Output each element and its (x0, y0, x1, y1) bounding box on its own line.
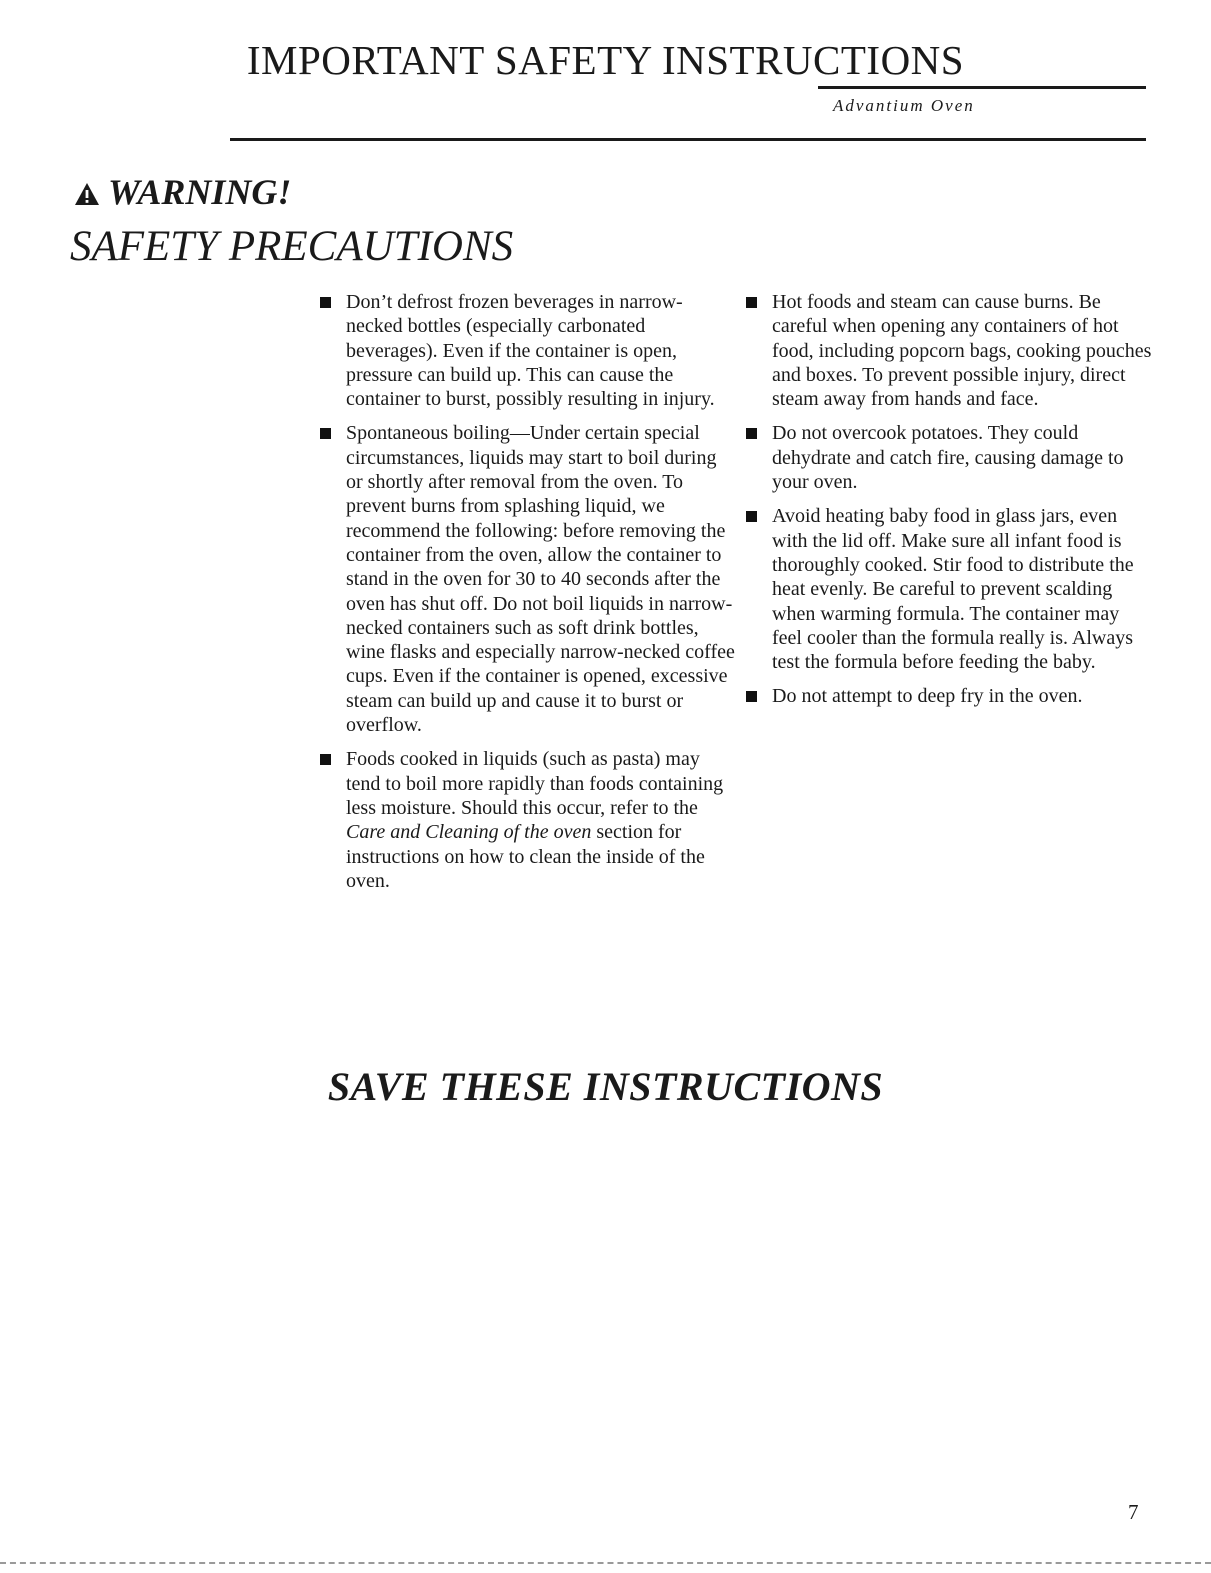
list-item (318, 421, 738, 737)
care-cleaning-reference: Care and Cleaning of the oven (346, 821, 592, 844)
warning-label: WARNING! (108, 172, 292, 212)
product-subtitle: Advantium Oven (833, 96, 975, 115)
header-divider (230, 138, 1146, 141)
page-edge-rule (0, 1562, 1211, 1564)
square-bullet-icon (320, 297, 331, 308)
list-item-text: Don’t defrost frozen beverages in narrow-necked bottles (especially carbonated beverages). Even if the container is open, pressure can build up. This can cause the container to burst, possibly resulting in injury. (346, 291, 715, 411)
left-column (318, 290, 738, 903)
square-bullet-icon (746, 691, 757, 702)
square-bullet-icon (320, 754, 331, 765)
warning-heading (74, 171, 291, 215)
list-item (744, 684, 1154, 708)
list-item (744, 290, 1154, 411)
list-item (318, 747, 738, 893)
list-item-text: Avoid heating baby food in glass jars, even with the lid off. Make sure all infant food is thoroughly cooked. Stir food to distribute the heat evenly. Be careful to prevent scalding when warming formula. The container may feel cooler than the formula really is. Always test the formula before feeding the baby. (772, 505, 1134, 674)
list-item-text: Hot foods and steam can cause burns. Be careful when opening any containers of hot food, including popcorn bags, cooking pouches and boxes. To prevent possible injury, direct steam away from hands and face. (772, 291, 1152, 411)
list-item-text: section for instructions on how to clean the inside of the oven. (346, 821, 705, 892)
list-item (744, 421, 1154, 494)
square-bullet-icon (746, 428, 757, 439)
right-column (744, 290, 1154, 719)
square-bullet-icon (746, 511, 757, 522)
list-item (744, 504, 1154, 674)
warning-triangle-icon (74, 173, 102, 215)
section-title: SAFETY PRECAUTIONS (70, 223, 514, 270)
page-number: 7 (1128, 1500, 1139, 1524)
list-item-text: Foods cooked in liquids (such as pasta) may tend to boil more rapidly than foods containing less moisture. Should this occur, refer to the (346, 748, 724, 819)
save-instructions-heading: SAVE THESE INSTRUCTIONS (327, 1064, 884, 1109)
page-title: IMPORTANT SAFETY INSTRUCTIONS (246, 37, 965, 83)
list-item-text: Do not overcook potatoes. They could dehydrate and catch fire, causing damage to your oven. (772, 422, 1124, 494)
list-item-text: Spontaneous boiling—Under certain special circumstances, liquids may start to boil during or shortly after removal from the oven. To prevent burns from splashing liquid, we recommend the following: before removing the container from the oven, allow the container to stand in the oven for 30 to 40 seconds after the oven has shut off. Do not boil liquids in narrow-necked containers such as soft drink bottles, wine flasks and especially narrow-necked coffee cups. Even if the container is opened, excessive steam can build up and cause it to burst or overflow. (346, 422, 735, 737)
square-bullet-icon (320, 428, 331, 439)
title-underline (818, 86, 1146, 89)
list-item-text: Do not attempt to deep fry in the oven. (772, 685, 1083, 708)
square-bullet-icon (746, 297, 757, 308)
list-item (318, 290, 738, 411)
